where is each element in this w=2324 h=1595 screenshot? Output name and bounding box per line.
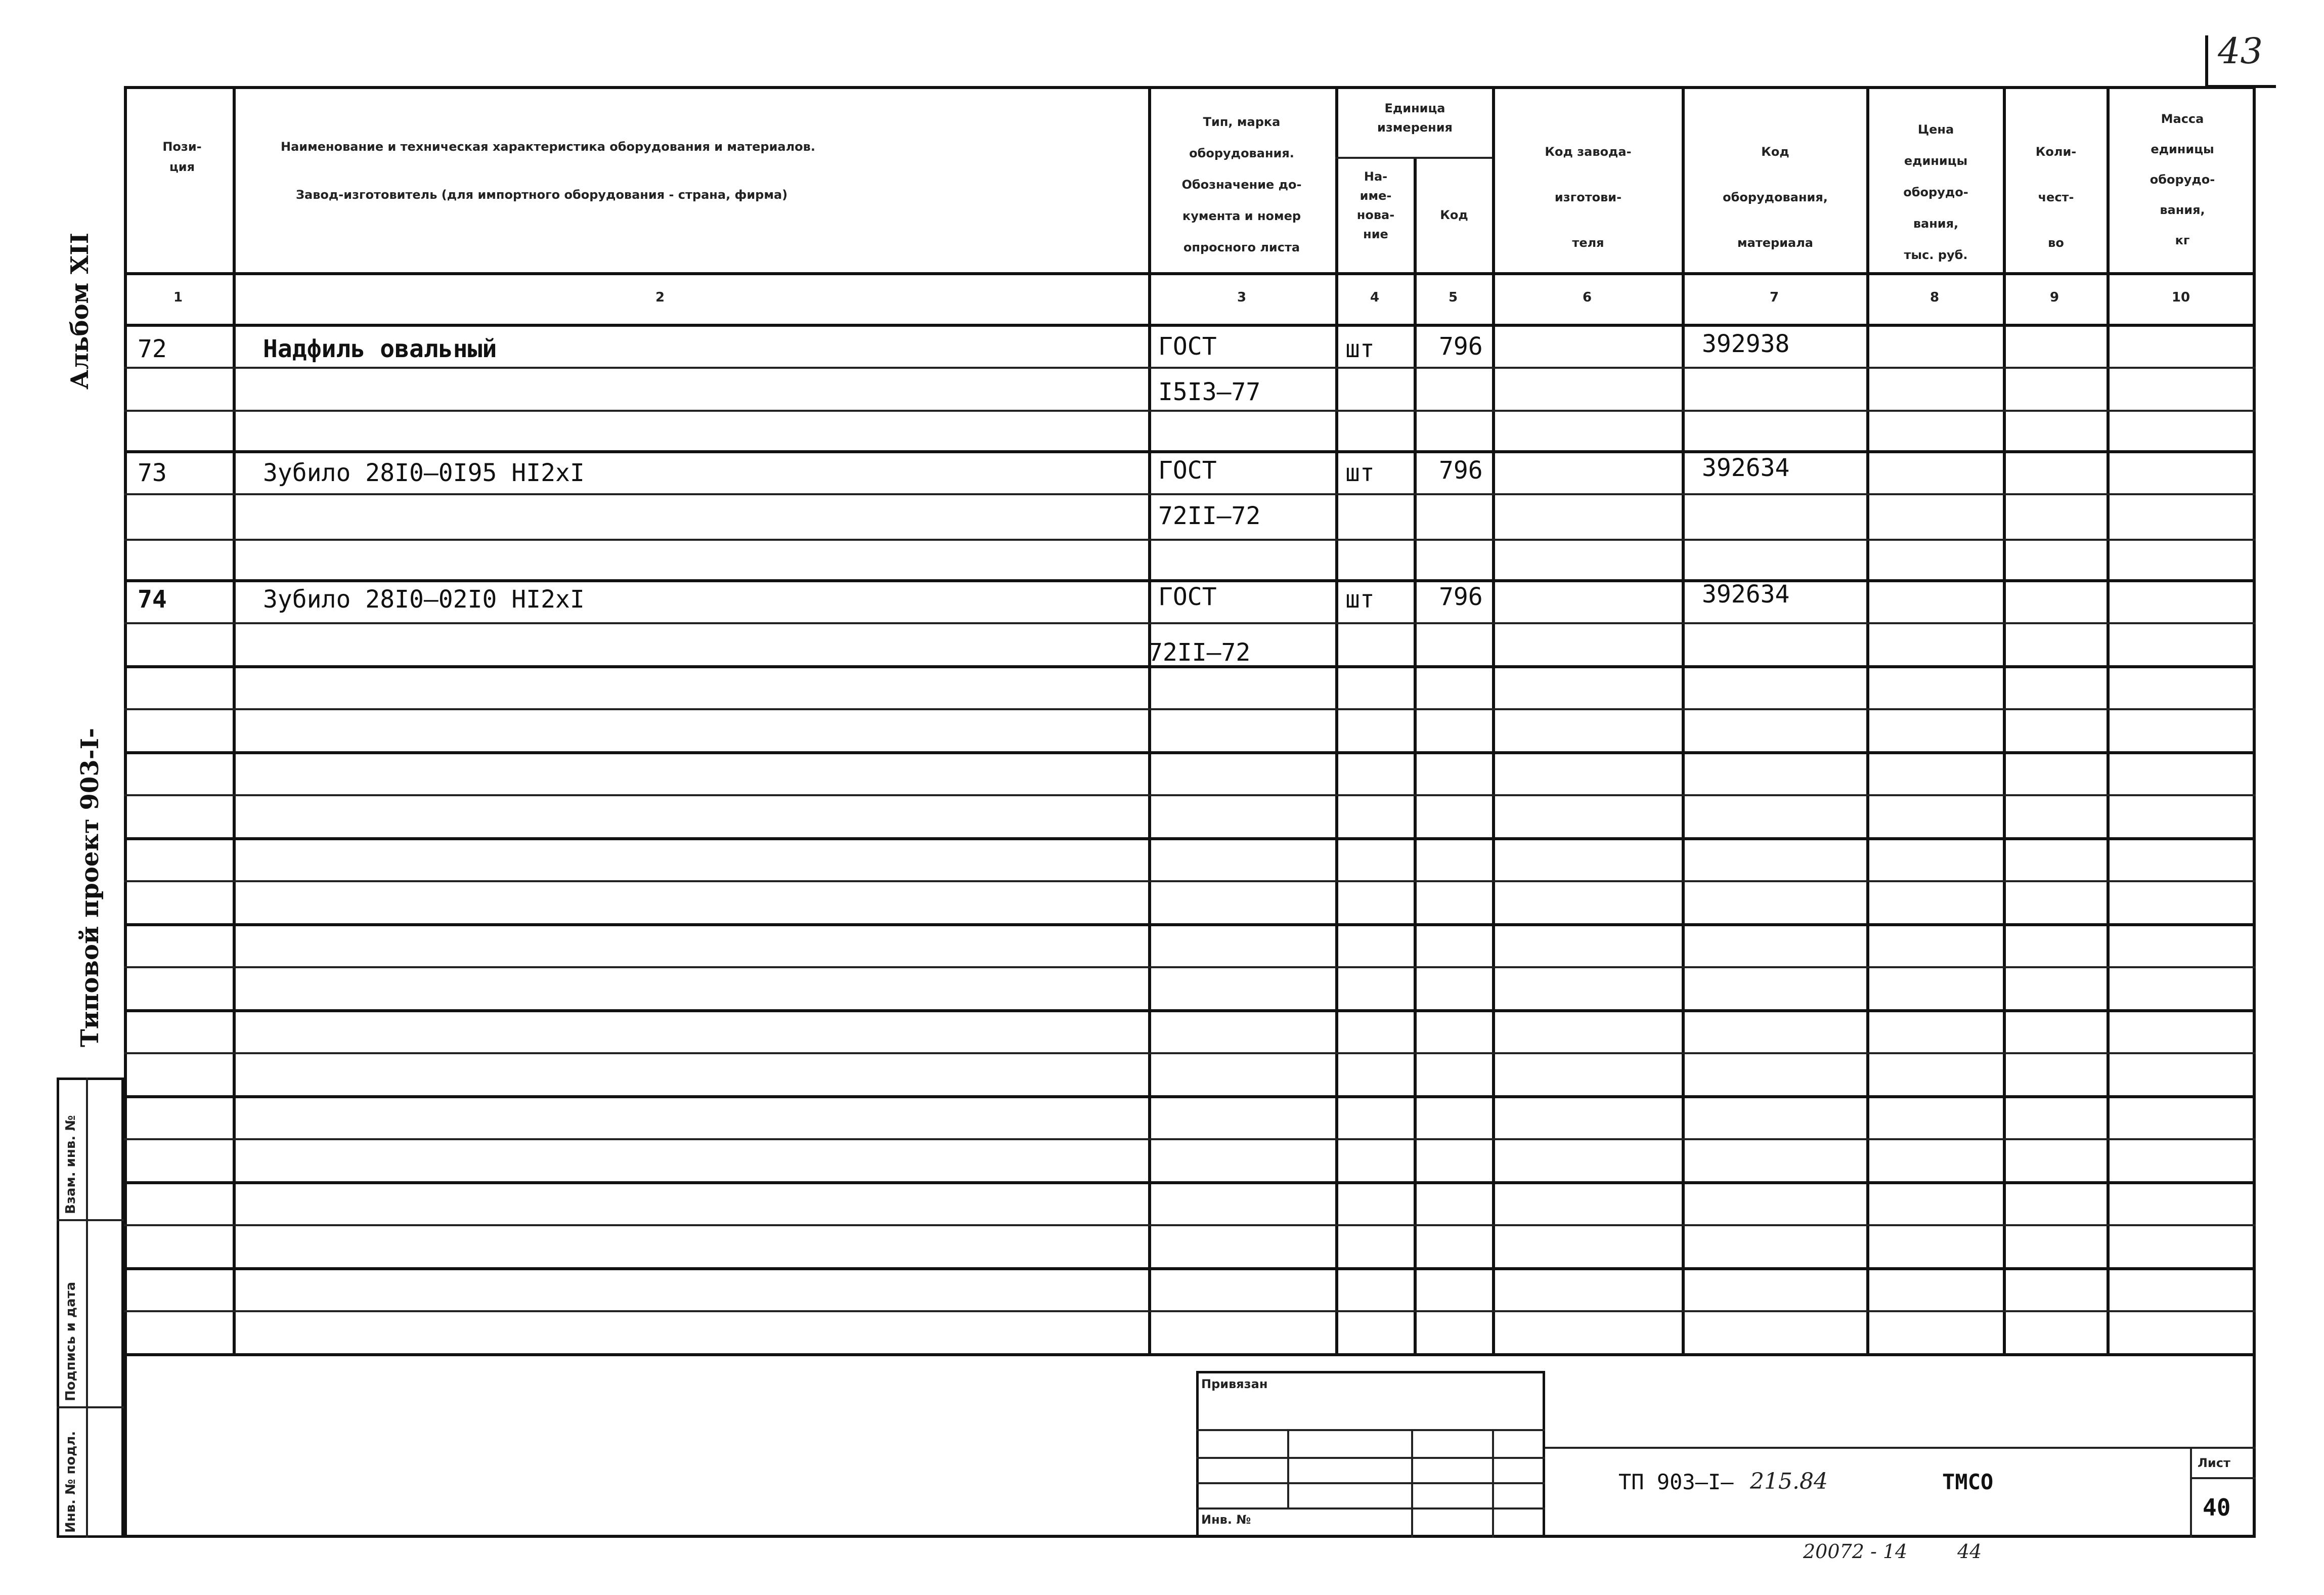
unit-group-line (1335, 157, 1492, 159)
row-line (124, 1138, 2256, 1140)
col-number-1: 1 (173, 290, 183, 305)
binding-col-3 (1492, 1429, 1494, 1538)
header-unit-group: Единица измерения (1377, 101, 1453, 135)
row-unit: шт (1345, 459, 1375, 487)
col-number-6: 6 (1582, 290, 1592, 305)
row-unit: шт (1345, 335, 1375, 363)
stamp-label-inv: Инв. № подл. (63, 1431, 78, 1533)
col-line-2 (1148, 86, 1151, 1356)
header-price: Цена единицы оборудо- вания, тыс. руб. (1903, 122, 1968, 262)
page-number-divider (2205, 35, 2208, 86)
side-stamp-sep-2 (57, 1406, 124, 1408)
side-stamp-sep-1 (57, 1219, 124, 1221)
order-sheet: 44 (1957, 1540, 1982, 1563)
row-unit-code: 796 (1439, 583, 1483, 611)
header-factory-code: Код завода- изготови- теля (1545, 145, 1632, 250)
row-line (124, 708, 2256, 710)
row-position: 72 (138, 335, 167, 363)
row-line (124, 1353, 2256, 1356)
row-line (124, 837, 2256, 840)
col-line-4 (1414, 157, 1417, 1356)
col-line-9 (2107, 86, 2110, 1356)
doc-code-handwritten: 215.84 (1750, 1469, 1828, 1494)
row-doc-number: 72II–72 (1148, 638, 1251, 667)
row-name: Надфиль овальный (263, 335, 497, 363)
row-doc: ГОСТ (1158, 332, 1217, 361)
sheet-label: Лист (2198, 1456, 2230, 1470)
album-label: Альбом XII (66, 232, 94, 390)
sheet-number: 40 (2203, 1494, 2231, 1521)
binding-col-1 (1287, 1429, 1289, 1507)
row-line (124, 1052, 2256, 1054)
row-line (124, 450, 2256, 453)
col-line-3 (1335, 86, 1338, 1356)
row-equipment-code: 392634 (1702, 580, 1790, 609)
order-number: 20072 - 14 (1803, 1540, 1908, 1563)
row-line (124, 410, 2256, 412)
row-unit-code: 796 (1439, 456, 1483, 485)
row-line (124, 880, 2256, 882)
col-line-6 (1682, 86, 1685, 1356)
row-line (124, 794, 2256, 796)
row-unit: шт (1345, 585, 1375, 614)
stamp-label-replace: Взам. инв. № (63, 1115, 78, 1214)
side-stamp-divider (86, 1077, 88, 1538)
col-number-5: 5 (1448, 290, 1458, 305)
row-line (124, 1095, 2256, 1098)
col-number-4: 4 (1370, 290, 1380, 305)
project-label: Типовой проект 903-I- (76, 727, 104, 1047)
header-quantity: Коли- чест- во (2035, 145, 2077, 250)
row-doc: ГОСТ (1158, 583, 1217, 611)
col-number-8: 8 (1930, 290, 1940, 305)
row-doc: ГОСТ (1158, 456, 1217, 485)
row-name: Зубило 28I0–0I95 HI2xI (263, 459, 585, 487)
numbers-bottom-line (124, 324, 2256, 327)
title-line (1545, 1447, 2256, 1449)
row-line (124, 923, 2256, 926)
row-unit-code: 796 (1439, 332, 1483, 361)
binding-col-2 (1411, 1429, 1413, 1538)
row-line (124, 539, 2256, 541)
doc-code: ТП 903–I– (1618, 1470, 1734, 1494)
col-line-5 (1492, 86, 1495, 1356)
stamp-label-sign: Подпись и дата (63, 1281, 78, 1401)
page-number: 43 (2218, 30, 2263, 72)
sheet-box-left (2190, 1447, 2192, 1538)
col-number-3: 3 (1237, 290, 1247, 305)
col-number-7: 7 (1769, 290, 1779, 305)
header-name-line1: Наименование и техническая характеристика оборудования и материалов. (281, 140, 815, 154)
col-line-7 (1866, 86, 1869, 1356)
row-equipment-code: 392938 (1702, 330, 1790, 358)
row-line (124, 966, 2256, 968)
col-number-2: 2 (655, 290, 665, 305)
row-line (124, 493, 2256, 495)
doc-type: ТМСО (1942, 1470, 1994, 1494)
row-line (124, 1224, 2256, 1226)
row-line (124, 751, 2256, 754)
row-line (124, 1310, 2256, 1312)
row-line (124, 622, 2256, 624)
row-position: 74 (138, 585, 167, 614)
row-line (124, 1267, 2256, 1270)
col-line-1 (233, 86, 236, 1356)
row-line (124, 1009, 2256, 1012)
row-doc-number: I5I3–77 (1158, 378, 1261, 406)
sheet-box-line (2190, 1477, 2256, 1479)
inv-number-label: Инв. № (1201, 1513, 1251, 1527)
header-type: Тип, марка оборудования. Обозначение до- кумента и номер опросного листа (1181, 115, 1302, 254)
privyazan-label: Привязан (1201, 1377, 1268, 1391)
row-line (124, 1181, 2256, 1184)
row-doc-number: 72II–72 (1158, 502, 1261, 530)
header-mass: Масса единицы оборудо- вания, кг (2150, 112, 2215, 247)
header-equipment-code: Код оборудования, материала (1723, 145, 1828, 250)
header-position (131, 137, 233, 177)
header-position-text: Пози- ция (162, 140, 202, 174)
col-number-9: 9 (2049, 290, 2059, 305)
header-name-line2: Завод-изготовитель (для импортного оборудования - страна, фирма) (296, 188, 788, 202)
col-number-10: 10 (2171, 290, 2190, 305)
header-unit-code: Код (1440, 208, 1468, 222)
header-unit-name: На- име- нова- ние (1356, 169, 1395, 241)
col-line-8 (2003, 86, 2006, 1356)
header-bottom-line (124, 272, 2256, 275)
row-name: Зубило 28I0–02I0 HI2xI (263, 585, 585, 614)
row-equipment-code: 392634 (1702, 454, 1790, 482)
row-line (124, 367, 2256, 369)
row-position: 73 (138, 459, 167, 487)
